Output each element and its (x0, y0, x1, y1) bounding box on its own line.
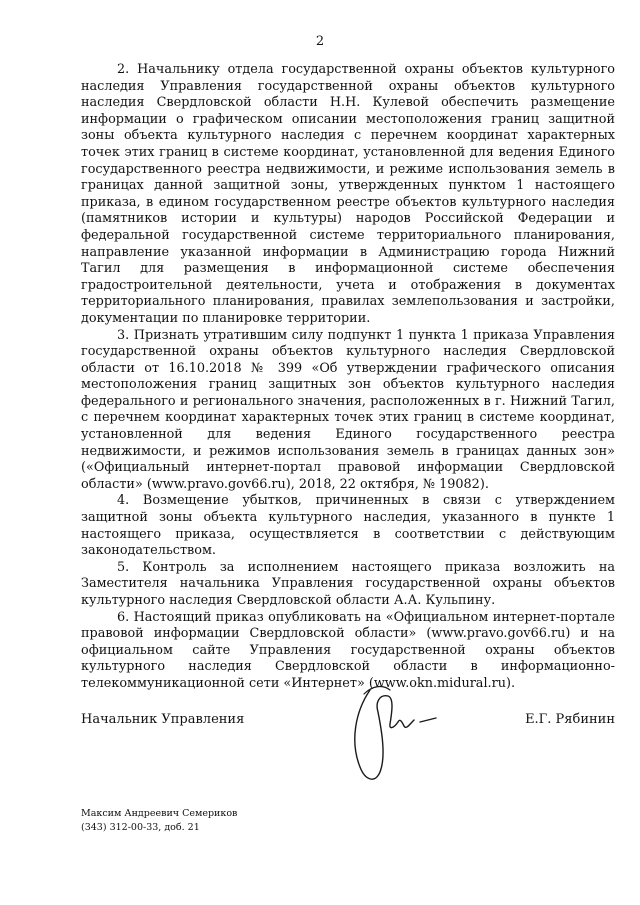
executor-contact (81, 807, 381, 835)
signatory-name: Е.Г. Рябинин (525, 712, 615, 727)
paragraph-5: 5. Контроль за исполнением настоящего приказа возложить на Заместителя начальника Управления государственной охраны объектов культурного наследия Свердловской области А.А. Кульпину. (81, 559, 615, 608)
executor-phone: (343) 312-00-33, доб. 21 (81, 822, 200, 833)
paragraph-3: 3. Признать утратившим силу подпункт 1 пункта 1 приказа Управления государственной охраны объектов культурного наследия Свердловской области от 16.10.2018 № 399 «Об утверждении графического описания местоположения границ защитных зон объектов культурного наследия федерального и регионального значения, расположенных в г. Нижний Тагил, с перечнем координат характерных точек этих границ в системе координат, установленной для ведения Единого государственного реестра недвижимости, и режимов использования земель в границах данных зон» («Официальный интернет-портал правовой информации Свердловской области» (www.pravo.gov66.ru), 2018, 22 октября, № 19082). (81, 327, 615, 492)
handwritten-signature (320, 672, 450, 792)
paragraph-2: 2. Начальнику отдела государственной охраны объектов культурного наследия Управления государственной охраны объектов культурного наследия Свердловской области Н.Н. Кулевой обеспечить размещение информации о графическом описании местоположения границ защитной зоны объекта культурного наследия с перечнем координат характерных точек этих границ в системе координат, установленной для ведения Единого государственного реестра недвижимости, и режиме использования земель в границах данной защитной зоны, утвержденных пунктом 1 настоящего приказа, в едином государственном реестре объектов культурного наследия (памятников истории и культуры) народов Российской Федерации и федеральной государственной системе территориального планирования, направление указанной информации в Администрацию города Нижний Тагил для размещения в информационной системе обеспечения градостроительной деятельности, учета и отображения в документах территориального планирования, правилах землепользования и застройки, документации по планировке территории. (81, 62, 615, 326)
page-number: 2 (315, 34, 325, 49)
order-body (81, 62, 615, 693)
paragraph-4: 4. Возмещение убытков, причиненных в связи с утверждением защитной зоны объекта культурного наследия, указанного в пункте 1 настоящего приказа, осуществляется в соответствии с действующим законодательством. (81, 493, 615, 559)
executor-name: Максим Андреевич Семериков (81, 808, 238, 819)
signatory-title: Начальник Управления (81, 712, 245, 727)
signature-block (81, 712, 615, 732)
paragraph-6: 6. Настоящий приказ опубликовать на «Официальном интернет-портале правовой информации Свердловской области» (www.pravo.gov66.ru) и на официальном сайте Управления государственной охраны объектов культурного наследия Свердловской области в информационно-телекоммуникационной сети «Интернет» (www.okn.midural.ru). (81, 609, 615, 691)
